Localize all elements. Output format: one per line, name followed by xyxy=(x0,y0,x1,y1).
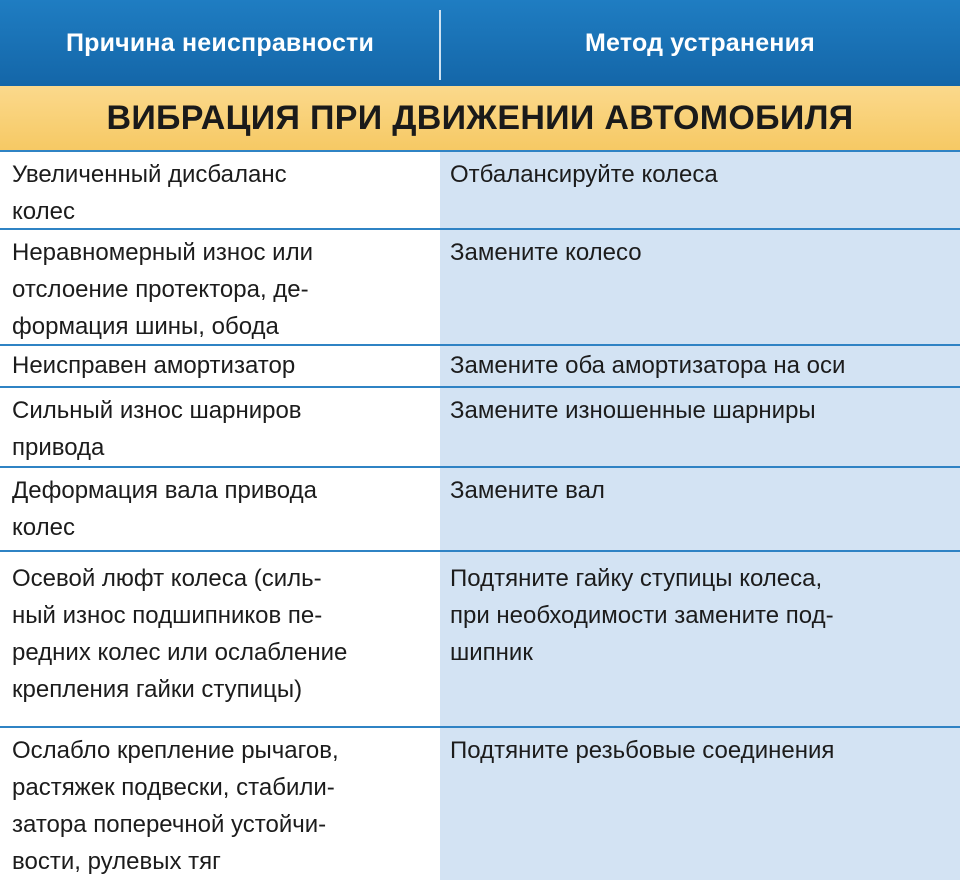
cause-line: формация шины, обода xyxy=(12,313,279,340)
method-cell xyxy=(440,552,960,726)
table-row xyxy=(0,152,960,230)
method-line: при необходимости замените под- xyxy=(450,602,834,629)
method-cell xyxy=(440,468,960,550)
method-line: Отбалансируйте колеса xyxy=(450,161,718,188)
method-line: шипник xyxy=(450,639,533,666)
table-header xyxy=(0,0,960,86)
table-row xyxy=(0,230,960,346)
method-cell xyxy=(440,230,960,344)
method-line: Замените изношенные шарниры xyxy=(450,397,816,424)
table-row xyxy=(0,388,960,468)
cause-line: Неравномерный износ или xyxy=(12,239,313,266)
cause-line: затора поперечной устойчи- xyxy=(12,811,327,838)
method-cell xyxy=(440,728,960,880)
table-row xyxy=(0,346,960,388)
column-header-cause: Причина неисправности xyxy=(65,28,375,57)
cause-cell xyxy=(0,346,440,386)
table-row xyxy=(0,728,960,880)
table-row xyxy=(0,468,960,552)
method-line: Подтяните гайку ступицы колеса, xyxy=(450,565,823,592)
cause-line: колес xyxy=(12,514,75,541)
cause-cell xyxy=(0,230,440,344)
cause-line: растяжек подвески, стабили- xyxy=(12,774,335,801)
method-cell xyxy=(440,152,960,228)
cause-cell xyxy=(0,468,440,550)
method-line: Замените оба амортизатора на оси xyxy=(450,352,846,379)
cause-line: Ослабло крепление рычагов, xyxy=(12,737,339,764)
method-cell xyxy=(440,388,960,466)
cause-cell xyxy=(0,728,440,880)
method-line: Замените вал xyxy=(450,477,605,504)
cause-line: Осевой люфт колеса (силь- xyxy=(12,565,322,592)
table-row xyxy=(0,552,960,728)
section-title: ВИБРАЦИЯ ПРИ ДВИЖЕНИИ АВТОМОБИЛЯ xyxy=(0,86,960,152)
cause-line: Увеличенный дисбаланс xyxy=(12,161,287,188)
method-line: Подтяните резьбовые соединения xyxy=(450,737,835,764)
header-divider xyxy=(439,10,441,80)
column-header-method: Метод устранения xyxy=(585,28,815,57)
cause-line: редних колес или ослабление xyxy=(12,639,348,666)
cause-cell xyxy=(0,152,440,228)
cause-cell xyxy=(0,388,440,466)
cause-line: колес xyxy=(12,198,75,225)
cause-line: Сильный износ шарниров xyxy=(12,397,302,424)
cause-line: крепления гайки ступицы) xyxy=(12,676,303,703)
method-cell xyxy=(440,346,960,386)
cause-line: Неисправен амортизатор xyxy=(12,352,296,379)
method-line: Замените колесо xyxy=(450,239,642,266)
cause-line: вости, рулевых тяг xyxy=(12,848,221,875)
cause-line: ный износ подшипников пе- xyxy=(12,602,323,629)
cause-line: Деформация вала привода xyxy=(12,477,317,504)
cause-line: отслоение протектора, де- xyxy=(12,276,309,303)
cause-line: привода xyxy=(12,434,105,461)
cause-cell xyxy=(0,552,440,726)
